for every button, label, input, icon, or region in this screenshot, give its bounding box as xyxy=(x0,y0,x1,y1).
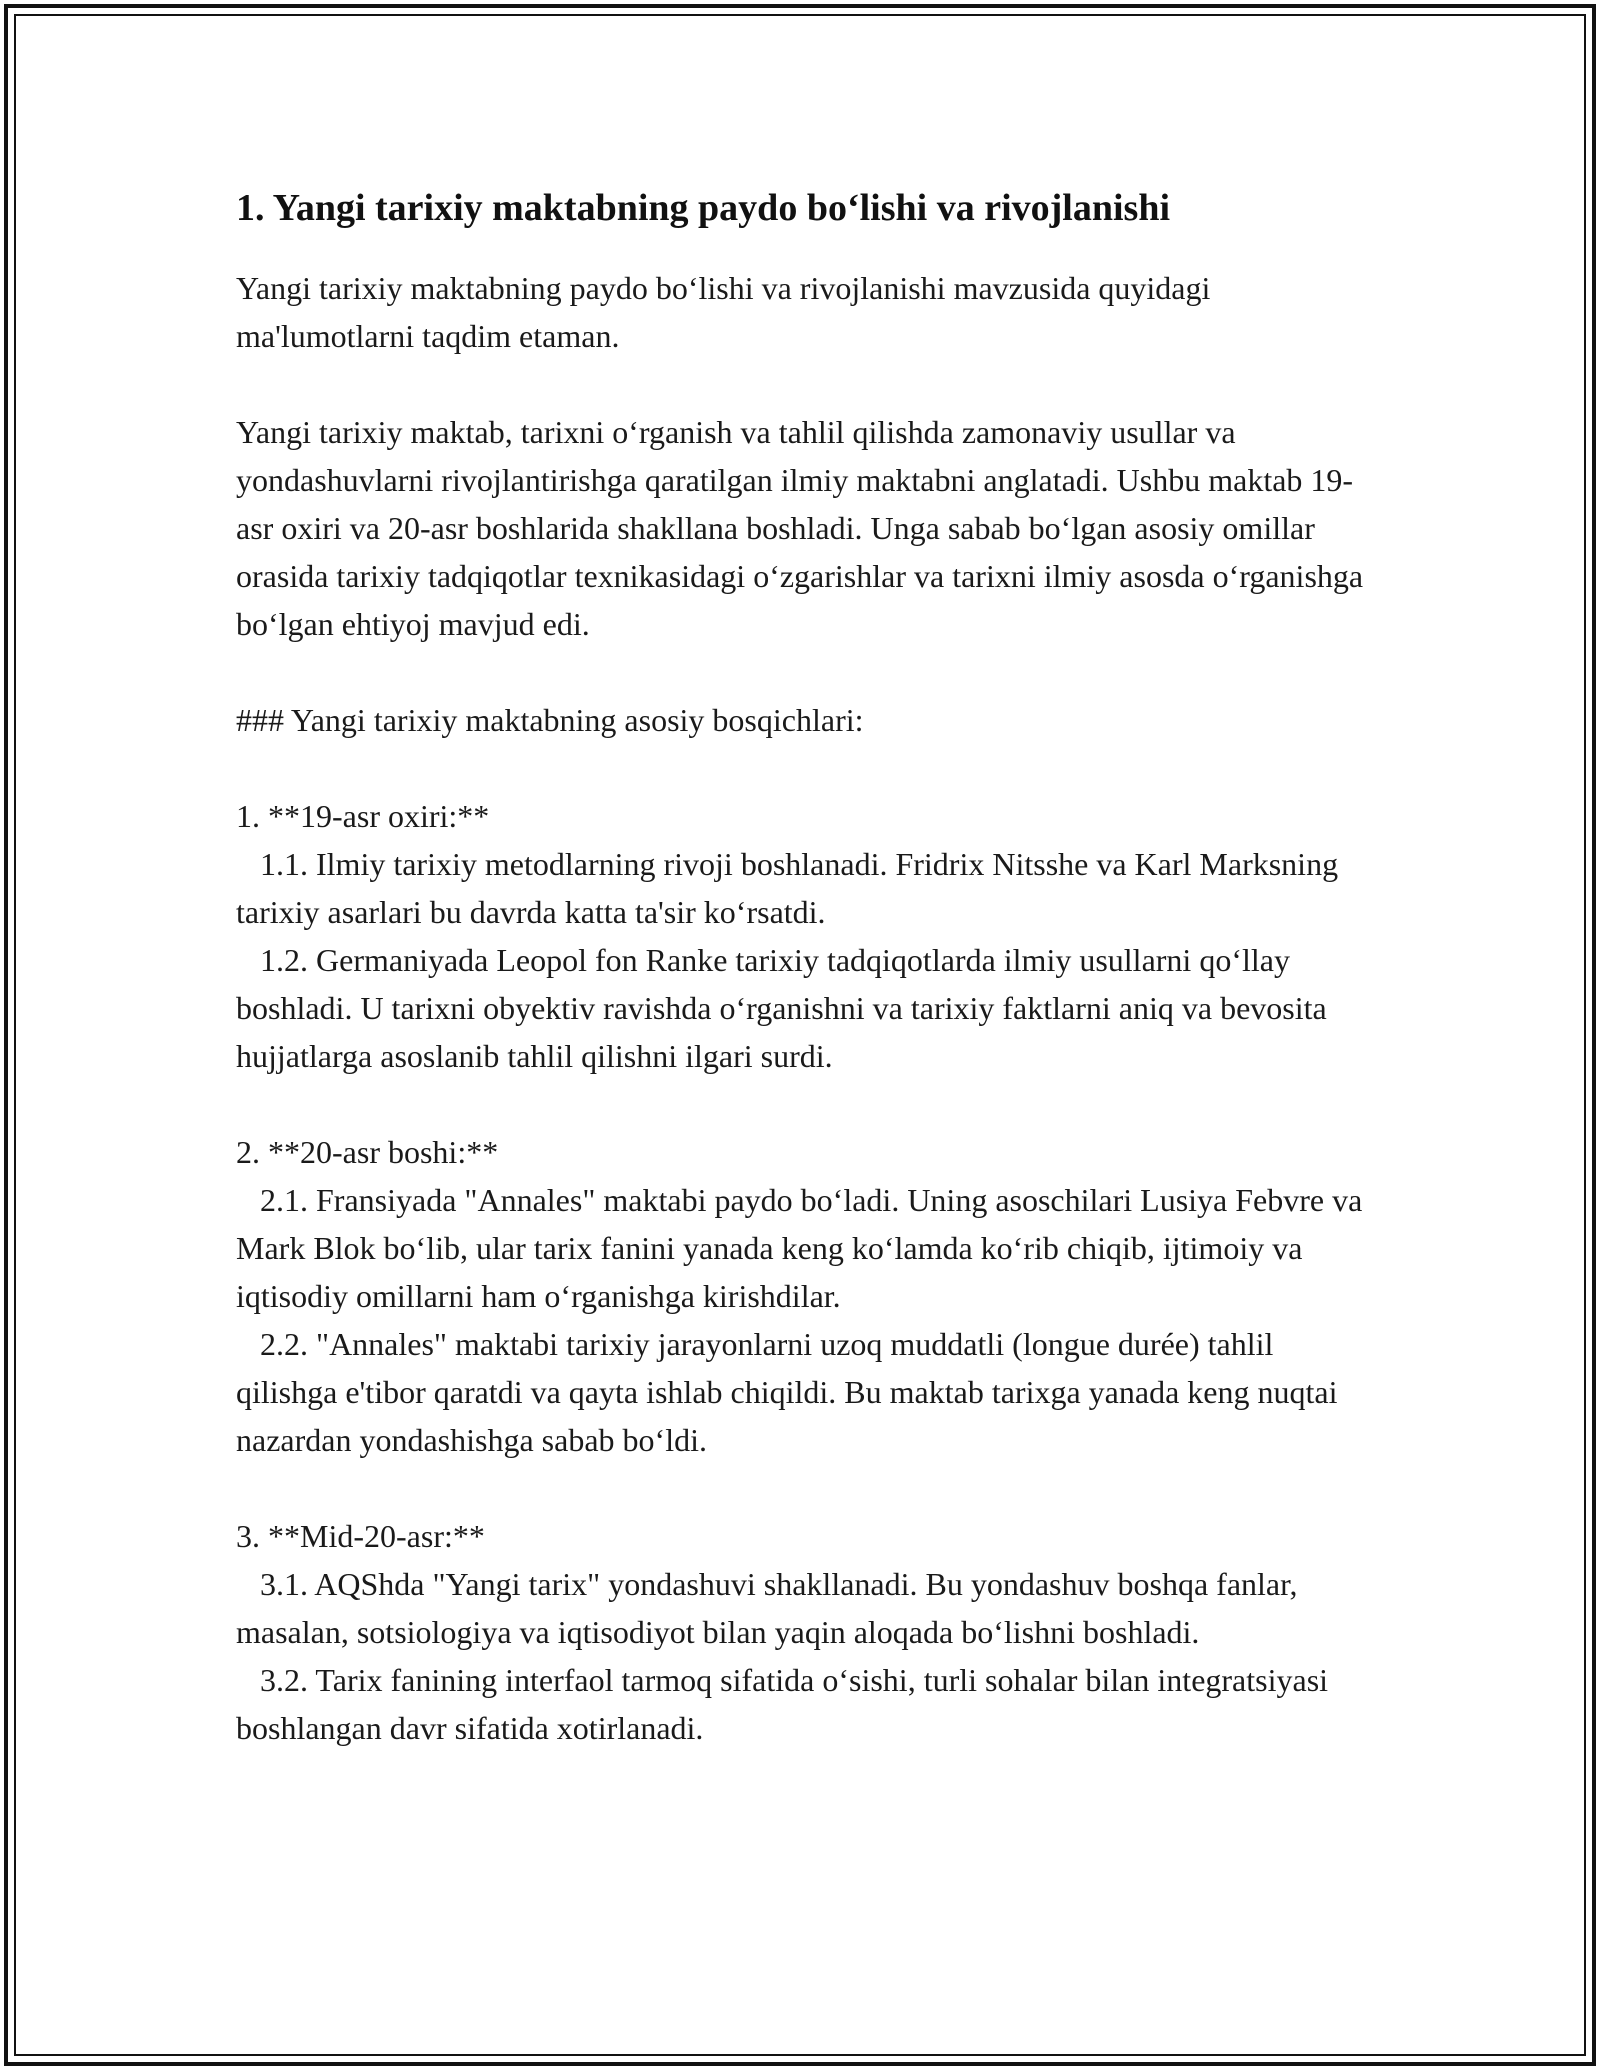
spacer xyxy=(236,744,1376,792)
section-heading: 1. **19-asr oxiri:** xyxy=(236,797,490,834)
section-3 xyxy=(236,1512,1376,1752)
spacer xyxy=(236,1464,1376,1512)
section-heading: 3. **Mid-20-asr:** xyxy=(236,1517,485,1554)
spacer xyxy=(236,360,1376,408)
section-1 xyxy=(236,792,1376,1080)
spacer xyxy=(236,1080,1376,1128)
section-heading: 2. **20-asr boshi:** xyxy=(236,1133,499,1170)
stages-heading: ### Yangi tarixiy maktabning asosiy bosqichlari: xyxy=(236,701,864,738)
section-item: 1.2. Germaniyada Leopol fon Ranke tarixiy tadqiqotlarda ilmiy usullarni qo‘llay boshladi. U tarixni obyektiv ravishda o‘rganishni va tarixiy faktlarni aniq va bevosita hujjatlarga asoslanib tahlil qilishni ilgari surdi. xyxy=(236,941,1335,1074)
spacer xyxy=(236,648,1376,696)
document-title: 1. Yangi tarixiy maktabning paydo bo‘lishi va rivojlanishi xyxy=(236,187,1171,229)
section-2 xyxy=(236,1128,1376,1464)
intro-paragraph: Yangi tarixiy maktabning paydo bo‘lishi va rivojlanishi mavzusida quyidagi ma'lumotlarni taqdim etaman. xyxy=(236,269,1219,354)
section-item: 2.1. Fransiyada "Annales" maktabi paydo bo‘ladi. Uning asoschilari Lusiya Febvre va Mark Blok bo‘lib, ular tarix fanini yanada keng ko‘lamda ko‘rib chiqib, ijtimoiy va iqtisodiy omillarni ham o‘rganishga kirishdilar. xyxy=(236,1181,1371,1314)
section-item: 3.2. Tarix fanining interfaol tarmoq sifatida o‘sishi, turli sohalar bilan integratsiyasi boshlangan davr sifatida xotirlanadi. xyxy=(236,1661,1337,1746)
document-body xyxy=(236,186,1376,1752)
section-item: 3.1. AQShda "Yangi tarix" yondashuvi shakllanadi. Bu yondashuv boshqa fanlar, masalan, sotsiologiya va iqtisodiyot bilan yaqin aloqada bo‘lishni boshladi. xyxy=(236,1565,1306,1650)
description-paragraph: Yangi tarixiy maktab, tarixni o‘rganish va tahlil qilishda zamonaviy usullar va yondashuvlarni rivojlantirishga qaratilgan ilmiy maktabni anglatadi. Ushbu maktab 19-asr oxiri va 20-asr boshlarida shakllana boshladi. Unga sabab bo‘lgan asosiy omillar orasida tarixiy tadqiqotlar texnikasidagi o‘zgarishlar va tarixni ilmiy asosda o‘rganishga bo‘lgan ehtiyoj mavjud edi. xyxy=(236,413,1372,642)
section-item: 2.2. "Annales" maktabi tarixiy jarayonlarni uzoq muddatli (longue durée) tahlil qilishga e'tibor qaratdi va qayta ishlab chiqildi. Bu maktab tarixga yanada keng nuqtai nazardan yondashishga sabab bo‘ldi. xyxy=(236,1325,1346,1458)
section-item: 1.1. Ilmiy tarixiy metodlarning rivoji boshlanadi. Fridrix Nitsshe va Karl Marksning tarixiy asarlari bu davrda katta ta'sir ko‘rsatdi. xyxy=(236,845,1347,930)
